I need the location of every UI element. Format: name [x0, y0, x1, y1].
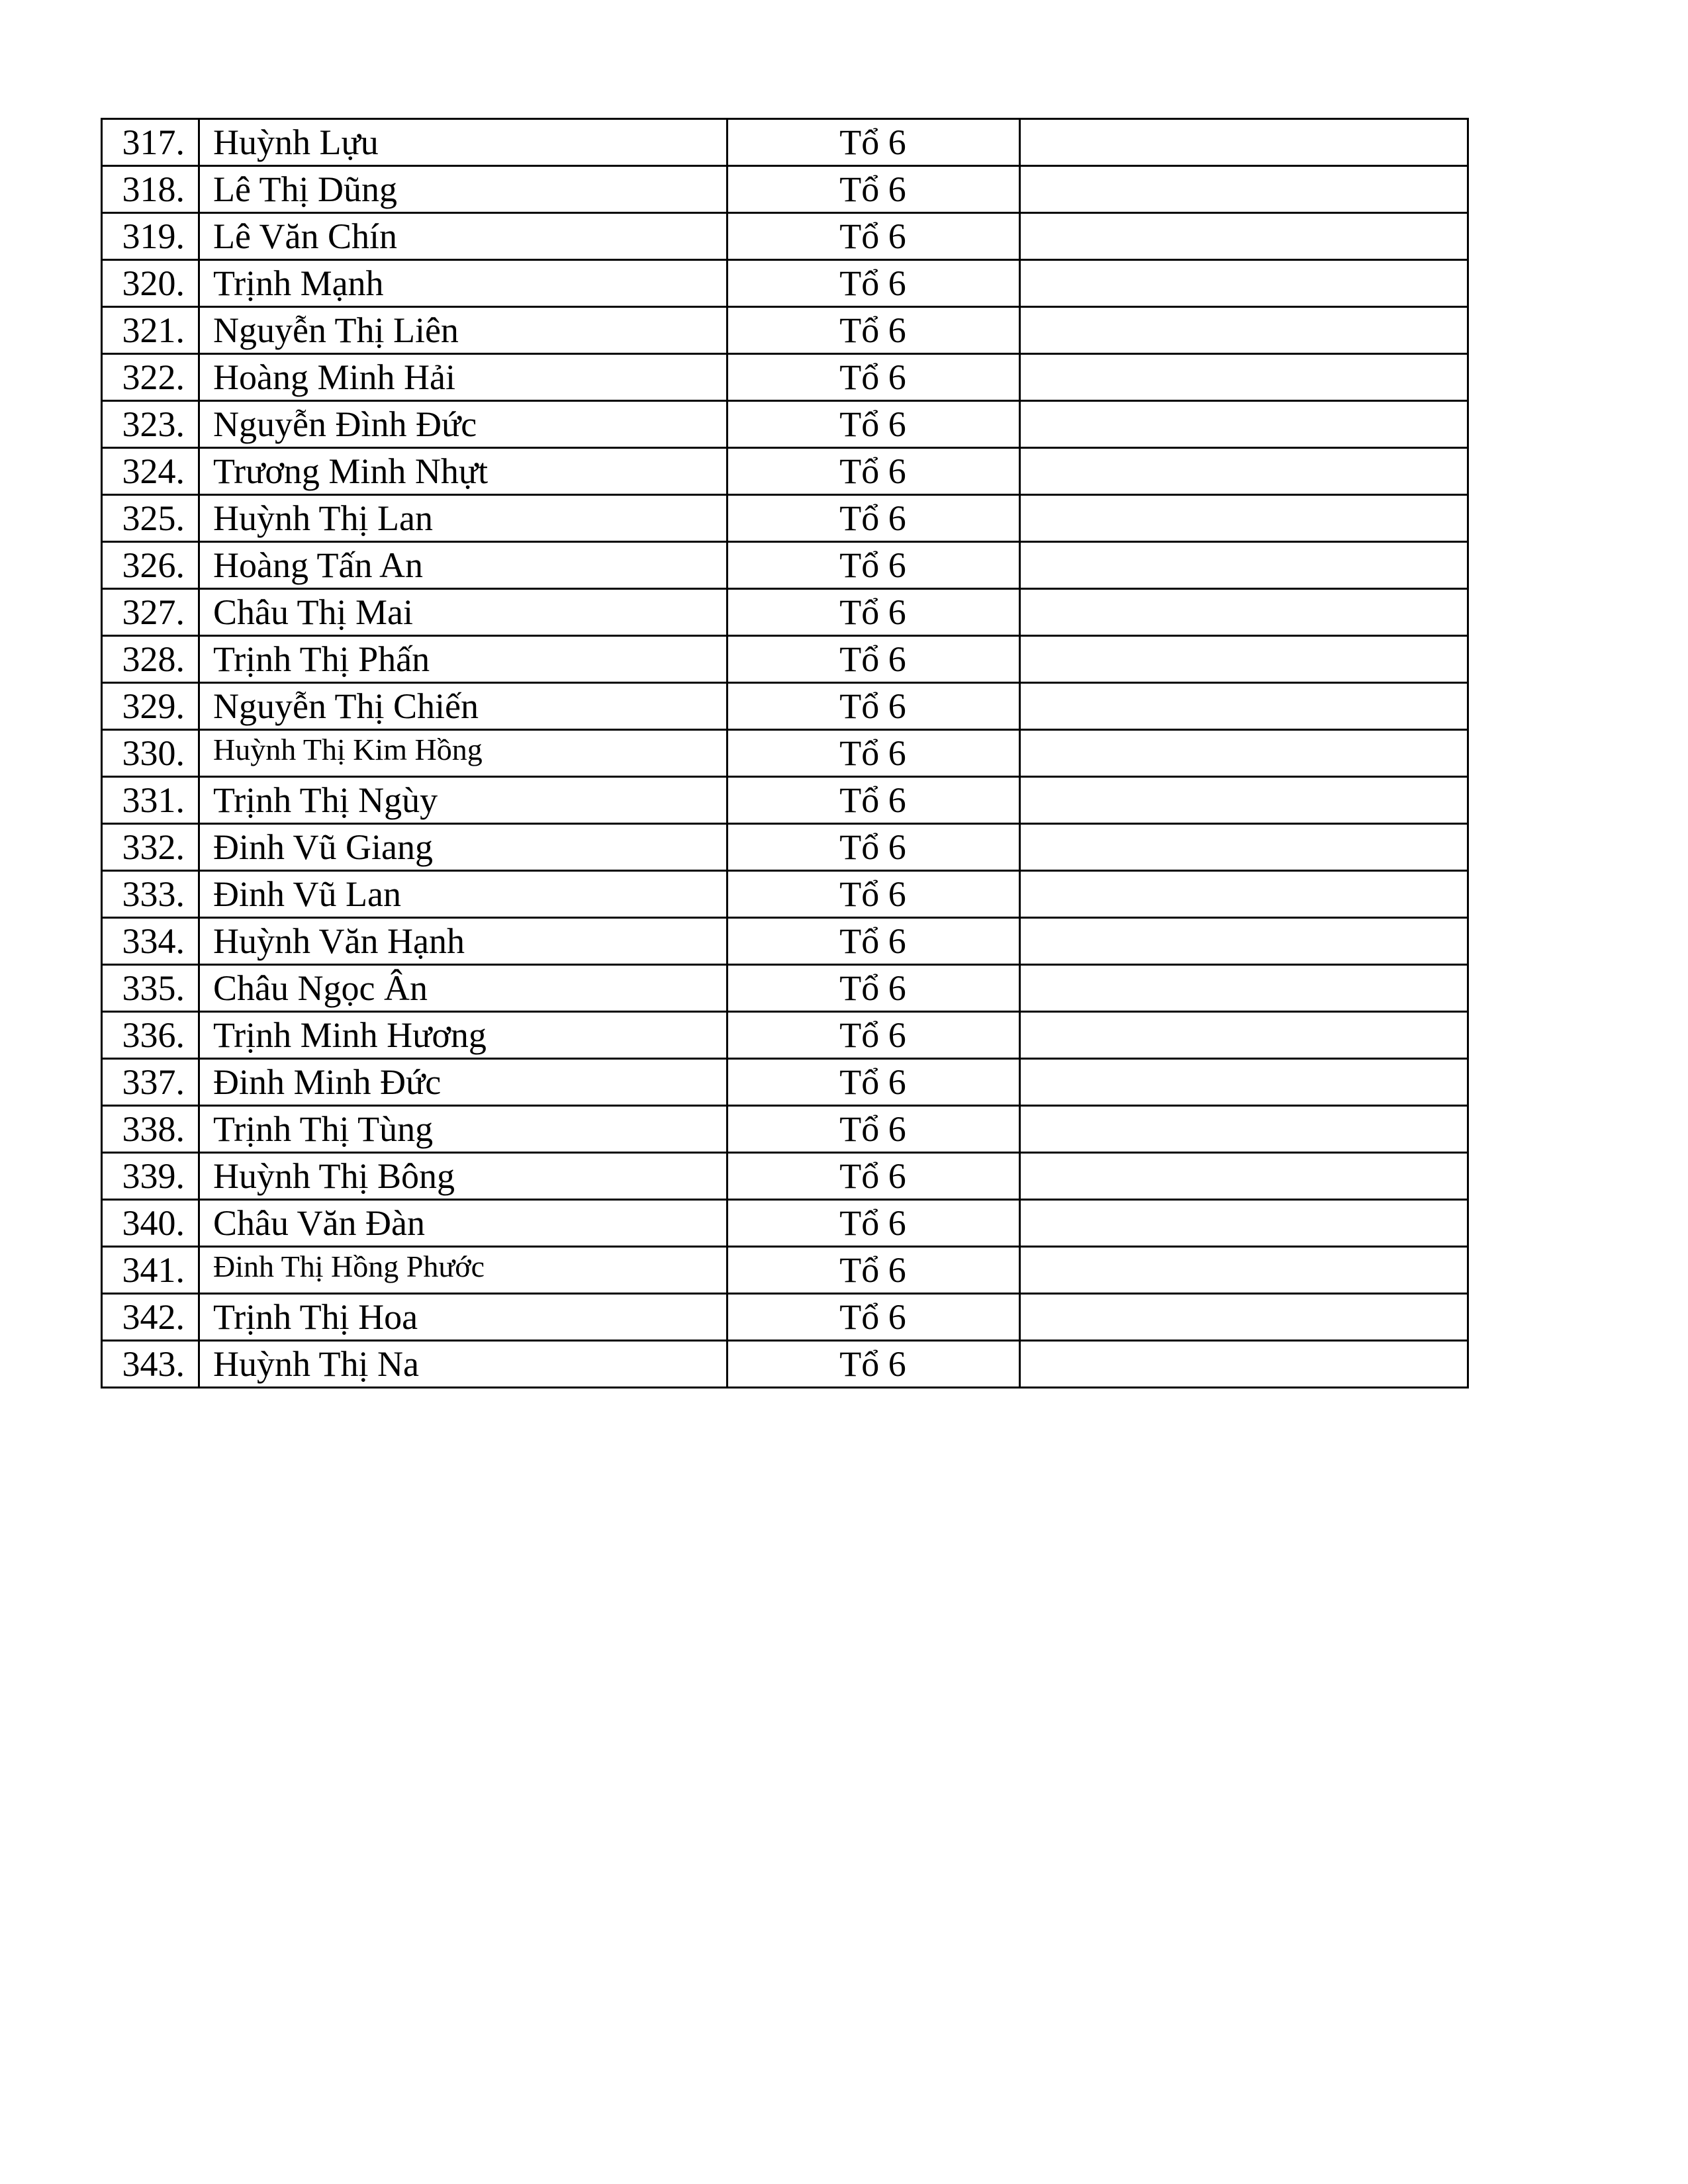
note-cell — [1020, 777, 1468, 824]
note-cell — [1020, 401, 1468, 448]
note-cell — [1020, 589, 1468, 636]
name-cell: Châu Ngọc Ân — [199, 965, 727, 1012]
note-cell — [1020, 1247, 1468, 1294]
table-row — [102, 965, 1468, 1012]
name-cell: Đinh Thị Hồng Phước — [199, 1247, 727, 1294]
table-row — [102, 730, 1468, 777]
row-number-cell: 343. — [102, 1341, 199, 1388]
row-number-cell: 324. — [102, 448, 199, 495]
group-cell: Tổ 6 — [727, 1059, 1020, 1106]
group-cell: Tổ 6 — [727, 1294, 1020, 1341]
table-row — [102, 401, 1468, 448]
row-number-cell: 322. — [102, 354, 199, 401]
group-cell: Tổ 6 — [727, 1106, 1020, 1153]
name-cell: Trịnh Mạnh — [199, 260, 727, 307]
group-cell: Tổ 6 — [727, 1247, 1020, 1294]
note-cell — [1020, 213, 1468, 260]
name-cell: Trịnh Minh Hương — [199, 1012, 727, 1059]
table-row — [102, 1153, 1468, 1200]
note-cell — [1020, 730, 1468, 777]
note-cell — [1020, 307, 1468, 354]
note-cell — [1020, 495, 1468, 542]
name-cell: Huỳnh Thị Kim Hồng — [199, 730, 727, 777]
table-row — [102, 1294, 1468, 1341]
row-number-cell: 328. — [102, 636, 199, 683]
roster-table-body — [102, 119, 1468, 1388]
row-number-cell: 321. — [102, 307, 199, 354]
group-cell: Tổ 6 — [727, 495, 1020, 542]
row-number-cell: 327. — [102, 589, 199, 636]
row-number-cell: 319. — [102, 213, 199, 260]
name-cell: Lê Thị Dũng — [199, 166, 727, 213]
note-cell — [1020, 166, 1468, 213]
group-cell: Tổ 6 — [727, 1153, 1020, 1200]
table-row — [102, 119, 1468, 166]
table-row — [102, 495, 1468, 542]
row-number-cell: 342. — [102, 1294, 199, 1341]
row-number-cell: 339. — [102, 1153, 199, 1200]
note-cell — [1020, 1012, 1468, 1059]
name-cell: Hoàng Tấn An — [199, 542, 727, 589]
row-number-cell: 335. — [102, 965, 199, 1012]
row-number-cell: 329. — [102, 683, 199, 730]
name-cell: Nguyễn Thị Chiến — [199, 683, 727, 730]
group-cell: Tổ 6 — [727, 730, 1020, 777]
row-number-cell: 340. — [102, 1200, 199, 1247]
row-number-cell: 325. — [102, 495, 199, 542]
table-row — [102, 213, 1468, 260]
table-row — [102, 1247, 1468, 1294]
table-row — [102, 1106, 1468, 1153]
name-cell: Trịnh Thị Phấn — [199, 636, 727, 683]
row-number-cell: 338. — [102, 1106, 199, 1153]
note-cell — [1020, 1106, 1468, 1153]
note-cell — [1020, 683, 1468, 730]
group-cell: Tổ 6 — [727, 354, 1020, 401]
note-cell — [1020, 636, 1468, 683]
note-cell — [1020, 965, 1468, 1012]
group-cell: Tổ 6 — [727, 683, 1020, 730]
group-cell: Tổ 6 — [727, 260, 1020, 307]
row-number-cell: 318. — [102, 166, 199, 213]
name-cell: Trịnh Thị Tùng — [199, 1106, 727, 1153]
table-row — [102, 354, 1468, 401]
table-row — [102, 448, 1468, 495]
group-cell: Tổ 6 — [727, 307, 1020, 354]
note-cell — [1020, 824, 1468, 871]
row-number-cell: 336. — [102, 1012, 199, 1059]
table-row — [102, 1059, 1468, 1106]
group-cell: Tổ 6 — [727, 448, 1020, 495]
row-number-cell: 332. — [102, 824, 199, 871]
table-row — [102, 636, 1468, 683]
name-cell: Trương Minh Nhựt — [199, 448, 727, 495]
group-cell: Tổ 6 — [727, 918, 1020, 965]
table-row — [102, 542, 1468, 589]
group-cell: Tổ 6 — [727, 824, 1020, 871]
group-cell: Tổ 6 — [727, 965, 1020, 1012]
name-cell: Trịnh Thị Hoa — [199, 1294, 727, 1341]
note-cell — [1020, 871, 1468, 918]
group-cell: Tổ 6 — [727, 589, 1020, 636]
table-row — [102, 683, 1468, 730]
group-cell: Tổ 6 — [727, 401, 1020, 448]
name-cell: Huỳnh Văn Hạnh — [199, 918, 727, 965]
row-number-cell: 320. — [102, 260, 199, 307]
note-cell — [1020, 1294, 1468, 1341]
table-row — [102, 260, 1468, 307]
row-number-cell: 326. — [102, 542, 199, 589]
row-number-cell: 331. — [102, 777, 199, 824]
group-cell: Tổ 6 — [727, 1200, 1020, 1247]
note-cell — [1020, 1341, 1468, 1388]
row-number-cell: 333. — [102, 871, 199, 918]
name-cell: Huỳnh Thị Lan — [199, 495, 727, 542]
group-cell: Tổ 6 — [727, 213, 1020, 260]
table-row — [102, 589, 1468, 636]
name-cell: Đinh Vũ Giang — [199, 824, 727, 871]
note-cell — [1020, 354, 1468, 401]
table-row — [102, 824, 1468, 871]
table-row — [102, 166, 1468, 213]
group-cell: Tổ 6 — [727, 119, 1020, 166]
note-cell — [1020, 918, 1468, 965]
name-cell: Nguyễn Đình Đức — [199, 401, 727, 448]
group-cell: Tổ 6 — [727, 1012, 1020, 1059]
group-cell: Tổ 6 — [727, 871, 1020, 918]
note-cell — [1020, 1153, 1468, 1200]
name-cell: Huỳnh Thị Bông — [199, 1153, 727, 1200]
note-cell — [1020, 119, 1468, 166]
row-number-cell: 341. — [102, 1247, 199, 1294]
note-cell — [1020, 542, 1468, 589]
table-row — [102, 1012, 1468, 1059]
name-cell: Hoàng Minh Hải — [199, 354, 727, 401]
row-number-cell: 323. — [102, 401, 199, 448]
name-cell: Lê Văn Chín — [199, 213, 727, 260]
group-cell: Tổ 6 — [727, 542, 1020, 589]
group-cell: Tổ 6 — [727, 1341, 1020, 1388]
table-row — [102, 307, 1468, 354]
note-cell — [1020, 1059, 1468, 1106]
name-cell: Châu Thị Mai — [199, 589, 727, 636]
table-row — [102, 871, 1468, 918]
note-cell — [1020, 1200, 1468, 1247]
group-cell: Tổ 6 — [727, 166, 1020, 213]
table-row — [102, 777, 1468, 824]
name-cell: Đinh Minh Đức — [199, 1059, 727, 1106]
table-row — [102, 918, 1468, 965]
roster-table — [101, 118, 1469, 1388]
name-cell: Châu Văn Đàn — [199, 1200, 727, 1247]
group-cell: Tổ 6 — [727, 777, 1020, 824]
row-number-cell: 330. — [102, 730, 199, 777]
group-cell: Tổ 6 — [727, 636, 1020, 683]
name-cell: Nguyễn Thị Liên — [199, 307, 727, 354]
table-row — [102, 1341, 1468, 1388]
row-number-cell: 337. — [102, 1059, 199, 1106]
row-number-cell: 317. — [102, 119, 199, 166]
name-cell: Huỳnh Thị Na — [199, 1341, 727, 1388]
row-number-cell: 334. — [102, 918, 199, 965]
name-cell: Đinh Vũ Lan — [199, 871, 727, 918]
name-cell: Huỳnh Lựu — [199, 119, 727, 166]
note-cell — [1020, 448, 1468, 495]
name-cell: Trịnh Thị Ngùy — [199, 777, 727, 824]
table-row — [102, 1200, 1468, 1247]
note-cell — [1020, 260, 1468, 307]
